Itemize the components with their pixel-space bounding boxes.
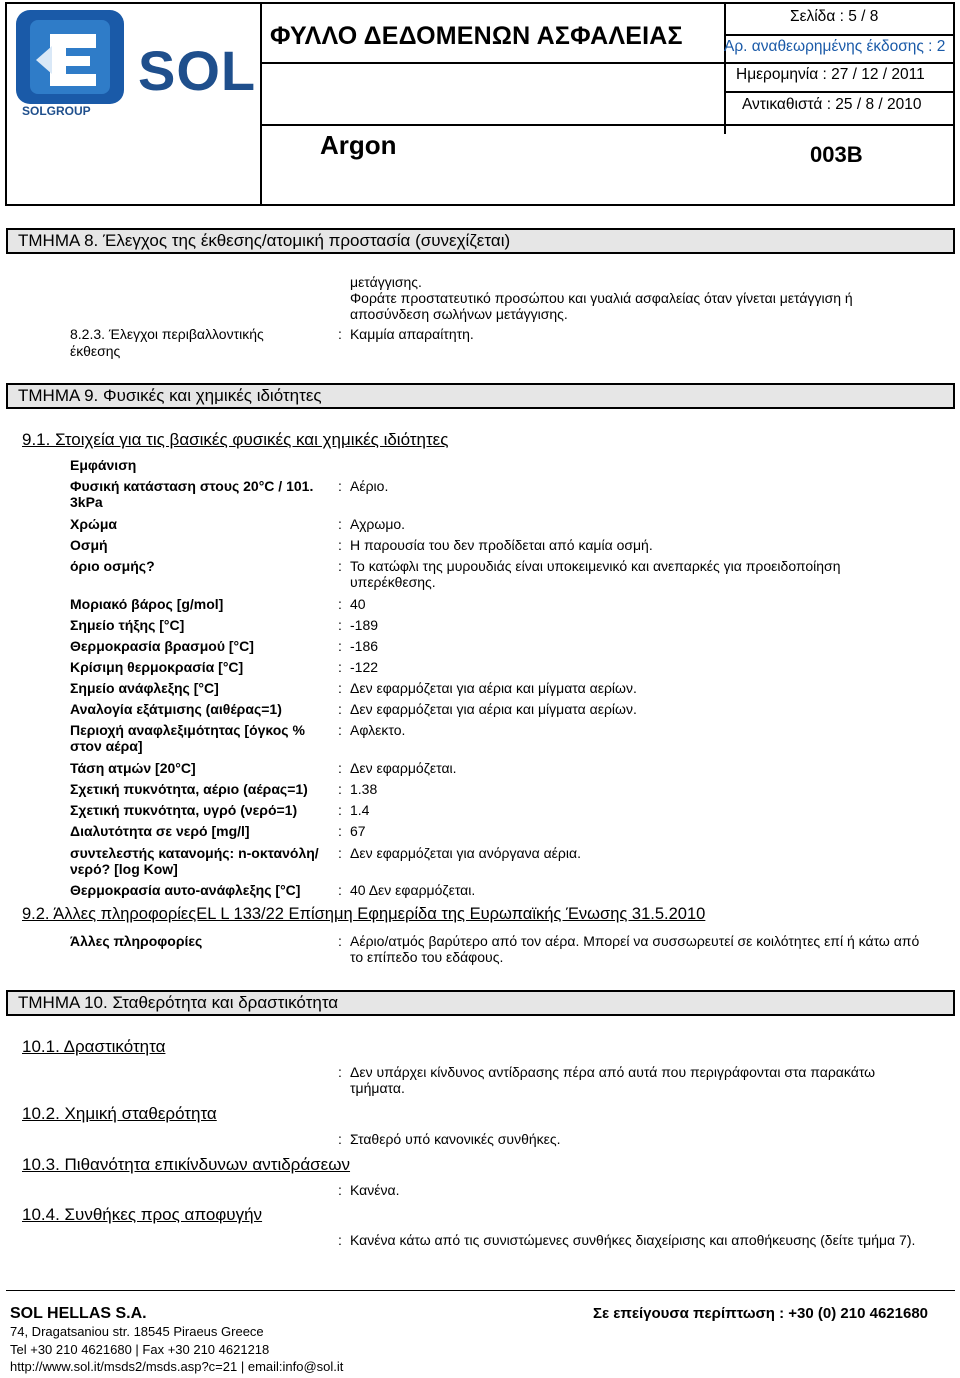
header-divider [724, 4, 726, 134]
reactivity-value: Δεν υπάρχει κίνδυνος αντίδρασης πέρα από αυτά που περιγράφονται στα παρακάτω [350, 1064, 876, 1080]
footer-address: 74, Dragatsaniou str. 18545 Piraeus Greece [10, 1324, 264, 1339]
section-8-title: ΤΜΗΜΑ 8. Έλεγχος της έκθεσης/ατομική προστασία (συνεχίζεται) [6, 228, 955, 254]
property-value: -122 [350, 659, 379, 675]
colon-separator: : [338, 760, 342, 776]
appearance-label: Εμφάνιση [70, 457, 137, 473]
property-label: Διαλυτότητα σε νερό [mg/l] [70, 823, 250, 839]
colon-separator: : [338, 659, 342, 675]
property-label: Σχετική πυκνότητα, υγρό (νερό=1) [70, 802, 298, 818]
header-divider [724, 91, 953, 93]
subsection-10-2-heading: 10.2. Χημική σταθερότητα [22, 1104, 217, 1123]
page-number: Σελίδα : 5 / 8 [790, 8, 879, 25]
property-value: Δεν εφαρμόζεται για ανόργανα αέρια. [350, 845, 581, 861]
colon-separator: : [338, 845, 342, 861]
colon-separator: : [338, 1232, 342, 1248]
env-exposure-label: 8.2.3. Έλεγχοι περιβαλλοντικής [70, 326, 264, 342]
footer-divider [6, 1290, 955, 1291]
property-value: -189 [350, 617, 379, 633]
document-title: ΦΥΛΛΟ ΔΕΔΟΜΕΝΩΝ ΑΣΦΑΛΕΙΑΣ [270, 22, 683, 50]
revision-number: Αρ. αναθεωρημένης έκδοσης : 2 [724, 38, 946, 55]
colon-separator: : [338, 617, 342, 633]
property-label: Περιοχή αναφλεξιμότητας [όγκος % [70, 722, 305, 738]
product-name: Argon [320, 130, 397, 160]
property-label: Σημείο τήξης [°C] [70, 617, 185, 633]
header-divider [260, 124, 953, 126]
property-label: Σημείο ανάφλεξης [°C] [70, 680, 219, 696]
logo-wordmark: SOL [138, 39, 257, 102]
property-label: Χρώμα [70, 516, 117, 532]
colon-separator: : [338, 1064, 342, 1080]
conditions-to-avoid-value: Κανένα κάτω από τις συνιστώμενες συνθήκες διαχείρισης και αποθήκευσης (δείτε τμήμα 7). [350, 1232, 916, 1248]
subsection-9-2-heading: 9.2. Άλλες πληροφορίεςEL L 133/22 Επίσημη Εφημερίδα της Ευρωπαϊκής Ένωσης 31.5.2010 [22, 905, 706, 923]
property-value: 40 Δεν εφαρμόζεται. [350, 882, 476, 898]
property-label-cont: στον αέρα] [70, 738, 143, 754]
footer-web[interactable]: http://www.sol.it/msds2/msds.asp?c=21 | email:info@sol.it [10, 1359, 344, 1374]
colon-separator: : [338, 326, 342, 342]
env-exposure-value: Καμμία απαραίτητη. [350, 326, 474, 342]
colon-separator: : [338, 701, 342, 717]
colon-separator: : [338, 882, 342, 898]
colon-separator: : [338, 478, 342, 494]
property-label-cont: νερό? [log Kow] [70, 861, 178, 877]
section-9-title: ΤΜΗΜΑ 9. Φυσικές και χημικές ιδιότητες [6, 383, 955, 409]
header-divider [724, 62, 953, 64]
reactivity-value-cont: τμήματα. [350, 1080, 405, 1096]
property-label: Φυσική κατάσταση στους 20°C / 101. [70, 478, 314, 494]
property-label: Μοριακό βάρος [g/mol] [70, 596, 224, 612]
colon-separator: : [338, 680, 342, 696]
issue-date: Ημερομηνία : 27 / 12 / 2011 [736, 66, 925, 83]
property-value: 67 [350, 823, 366, 839]
stability-value: Σταθερό υπό κανονικές συνθήκες. [350, 1131, 561, 1147]
property-label: Αναλογία εξάτμισης (αιθέρας=1) [70, 701, 282, 717]
other-info-label: Άλλες πληροφορίες [70, 933, 203, 949]
logo-group-text: SOLGROUP [22, 104, 91, 118]
colon-separator: : [338, 802, 342, 818]
property-label: συντελεστής κατανομής: n-οκτανόλη/ [70, 845, 319, 861]
property-value: Η παρουσία του δεν προδίδεται από καμία οσμή. [350, 537, 653, 553]
property-label: Κρίσιμη θερμοκρασία [°C] [70, 659, 244, 675]
property-value: Δεν εφαρμόζεται. [350, 760, 457, 776]
property-label: όριο οσμής? [70, 558, 155, 574]
property-value: Δεν εφαρμόζεται για αέρια και μίγματα αερίων. [350, 701, 637, 717]
property-value: Δεν εφαρμόζεται για αέρια και μίγματα αερίων. [350, 680, 637, 696]
colon-separator: : [338, 1182, 342, 1198]
colon-separator: : [338, 638, 342, 654]
header-divider [260, 4, 262, 204]
footer-phone: Tel +30 210 4621680 | Fax +30 210 4621218 [10, 1342, 270, 1357]
colon-separator: : [338, 1131, 342, 1147]
subsection-10-1-heading: 10.1. Δραστικότητα [22, 1037, 166, 1056]
colon-separator: : [338, 516, 342, 532]
subsection-9-1-heading: 9.1. Στοιχεία για τις βασικές φυσικές και χημικές ιδιότητες [22, 430, 449, 449]
property-value: 1.4 [350, 802, 370, 818]
other-info-value-cont: το επίπεδο του εδάφους. [350, 949, 504, 965]
property-value-cont: υπερέκθεσης. [350, 574, 436, 590]
section-8-text-line: αποσύνδεση σωλήνων μετάγγισης. [350, 306, 568, 322]
colon-separator: : [338, 596, 342, 612]
colon-separator: : [338, 781, 342, 797]
colon-separator: : [338, 558, 342, 574]
property-value: Αχρωμο. [350, 516, 406, 532]
property-label: Οσμή [70, 537, 108, 553]
hazardous-reactions-value: Κανένα. [350, 1182, 400, 1198]
header-divider [724, 34, 953, 36]
property-value: -186 [350, 638, 379, 654]
colon-separator: : [338, 823, 342, 839]
property-value: 1.38 [350, 781, 378, 797]
footer-emergency: Σε επείγουσα περίπτωση : +30 (0) 210 4621680 [593, 1305, 929, 1322]
env-exposure-label-2: έκθεσης [70, 343, 121, 359]
product-code: 003B [810, 142, 863, 167]
colon-separator: : [338, 722, 342, 738]
property-label: Τάση ατμών [20°C] [70, 760, 196, 776]
section-8-text-line: μετάγγισης. [350, 274, 422, 290]
header-divider [260, 62, 724, 64]
property-value: 40 [350, 596, 366, 612]
supersedes-date: Αντικαθιστά : 25 / 8 / 2010 [742, 96, 922, 113]
colon-separator: : [338, 537, 342, 553]
property-label: Θερμοκρασία βρασμού [°C] [70, 638, 254, 654]
subsection-10-3-heading: 10.3. Πιθανότητα επικίνδυνων αντιδράσεων [22, 1155, 351, 1174]
property-label-cont: 3kPa [70, 494, 103, 510]
section-10-title: ΤΜΗΜΑ 10. Σταθερότητα και δραστικότητα [6, 990, 955, 1016]
section-8-text-line: Φοράτε προστατευτικό προσώπου και γυαλιά ασφαλείας όταν γίνεται μετάγγιση ή [350, 290, 853, 306]
property-label: Σχετική πυκνότητα, αέριο (αέρας=1) [70, 781, 308, 797]
subsection-10-4-heading: 10.4. Συνθήκες προς αποφυγήν [22, 1205, 263, 1224]
property-value: Αφλεκτο. [350, 722, 406, 738]
property-value: Αέριο. [350, 478, 389, 494]
property-label: Θερμοκρασία αυτο-ανάφλεξης [°C] [70, 882, 301, 898]
property-value: Το κατώφλι της μυρουδιάς είναι υποκειμενικό και ανεπαρκές για προειδοποίηση [350, 558, 841, 574]
other-info-value: Αέριο/ατμός βαρύτερο από τον αέρα. Μπορεί να συσσωρευτεί σε κοιλότητες επί ή κάτω από [350, 933, 920, 949]
footer-company: SOL HELLAS S.A. [10, 1305, 147, 1322]
colon-separator: : [338, 933, 342, 949]
